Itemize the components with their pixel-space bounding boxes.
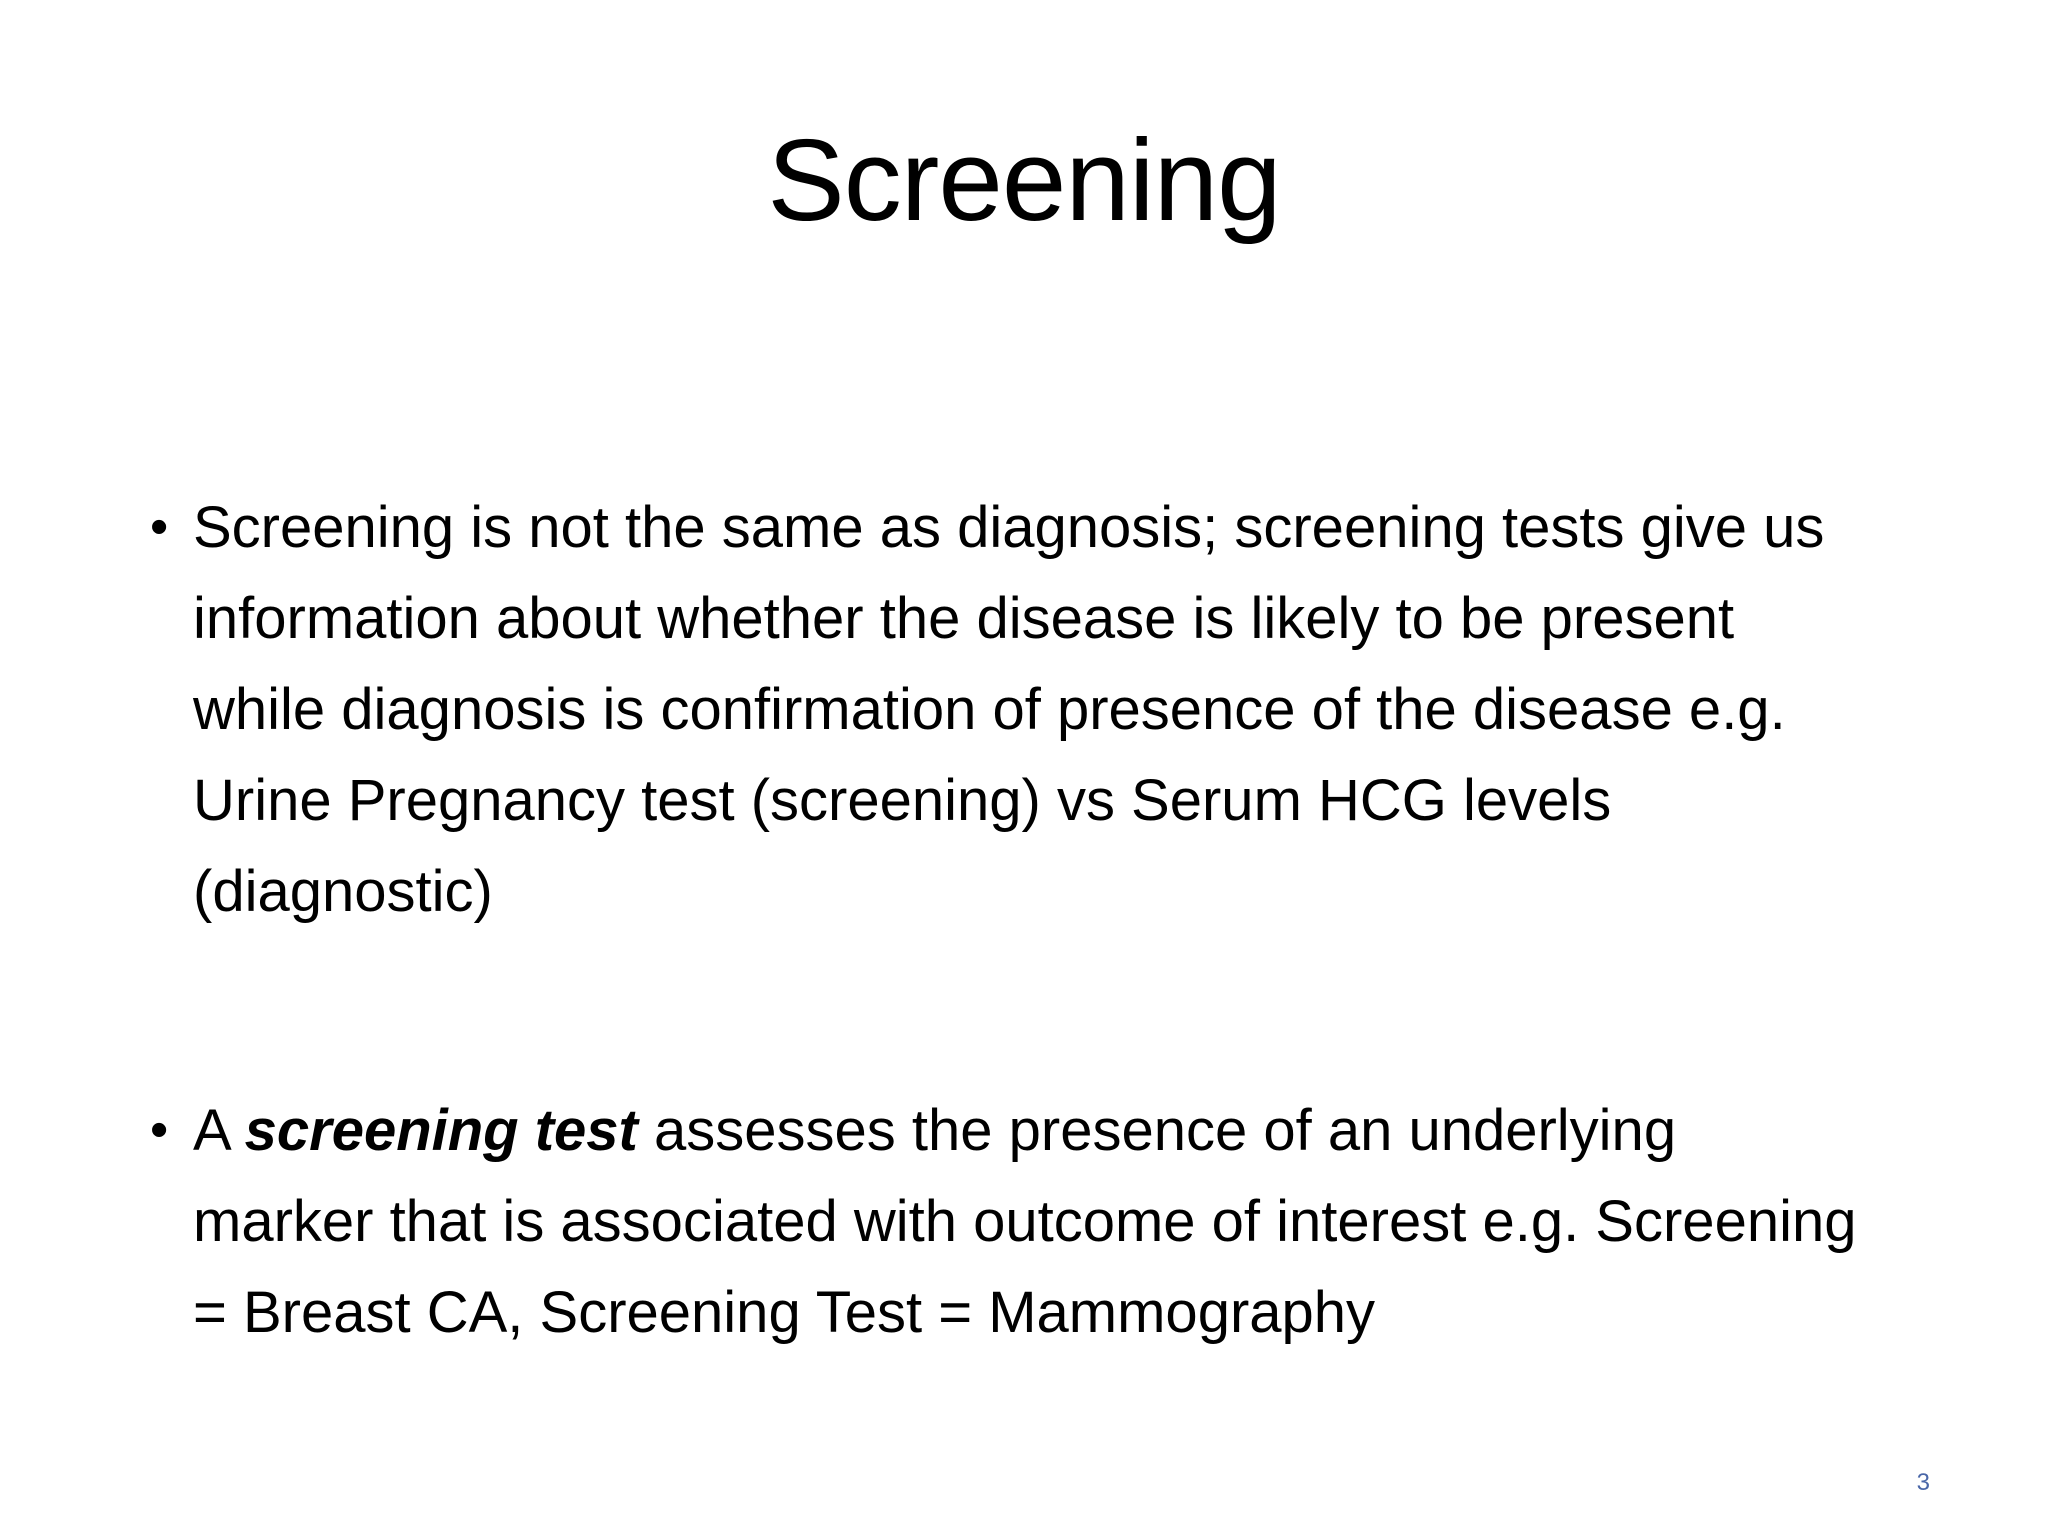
bullet-icon: • (150, 1101, 169, 1159)
bullet-prefix: A (193, 1098, 245, 1163)
page-number: 3 (1916, 1469, 1930, 1496)
bullet-text: assesses the presence of an underlying marker that is associated with outcome of interest e.g. Screening = Breast CA, Screening Test = Mammography (193, 1098, 1857, 1345)
slide-title: Screening (767, 115, 1281, 245)
bullet-item-screening-vs-diagnosis (150, 482, 1870, 937)
bullet-icon: • (150, 498, 169, 556)
bullet-emphasis: screening test (244, 1098, 638, 1163)
bullet-text: Screening is not the same as diagnosis; screening tests give us information about whether the disease is likely to be present while diagnosis is confirmation of presence of the disease e.g. Urine Pregnancy test (screening) vs Serum HCG levels (diagnostic) (193, 495, 1825, 924)
bullet-item-screening-test (150, 1085, 1870, 1358)
bullet-list (150, 482, 1870, 1358)
